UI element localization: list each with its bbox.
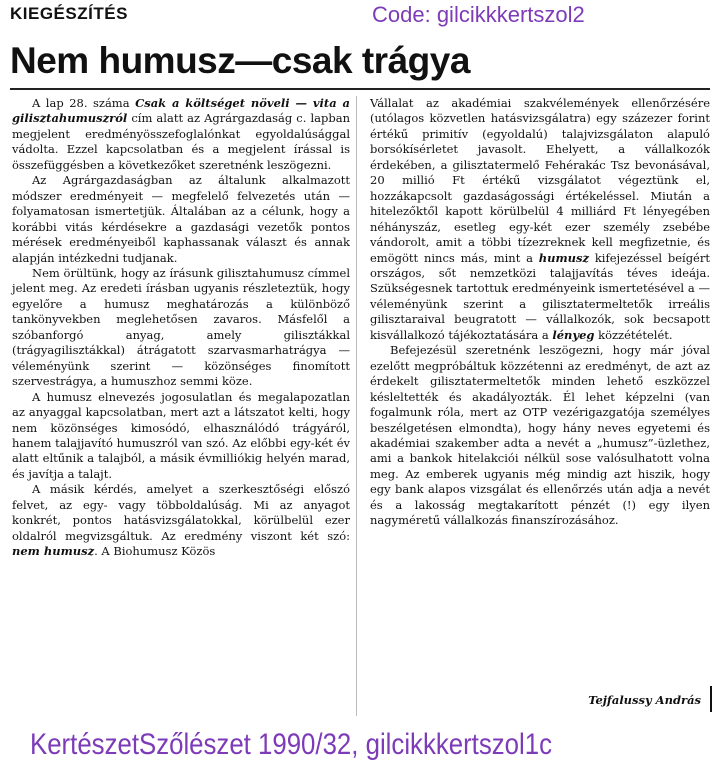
code-label: Code: gilcikkkertszol2 (372, 2, 585, 27)
paragraph: A másik kérdés, amelyet a szerkesztőségi előszó felvet, az egy- vagy többoldalúság. Mi az anyagot konkrét, pontos hatásvizsgálatokkal, körülbelül ezer oldalról megvizsgáltuk. Az eredmény viszont két szó: nem humusz. A Biohumusz Közös (12, 482, 350, 559)
headline-rule (10, 88, 710, 90)
source-caption: KertészetSzőlészet 1990/32, gilcikkkertszol1c (30, 728, 552, 761)
article-headline: Nem humusz—csak trágya (10, 40, 470, 81)
paragraph: Befejezésül szeretnénk leszögezni, hogy már jóval ezelőtt megpróbáltuk közzétenni az eredményt, de azt az érdekelt gilisztatermeltetők minden lehető eszközzel késleltették és akadályozták. Él lehet képzelni (van fogalmunk róla, mert az OTP vezérigazgatója személyes beszélgetésen elmondta), hogy hány neves egyetemi és akadémiai szakember adta a nevét a „humusz”-üzlethez, ami a bankok hitelakciói nélkül sose valósulhatott volna meg. Az emberek ugyanis még mindig azt hiszik, hogy egy bank alapos vizsgálat és ellenőrzés után adja a nevét és a lakosság megtakarított pénzét (!) egy ilyen nagyméretű vállalkozás finanszírozásához. (370, 343, 710, 528)
signature-bar (710, 686, 712, 712)
paragraph: Nem örültünk, hogy az írásunk gilisztahumusz címmel jelent meg. Az eredeti írásban ugyanis részleteztük, hogy egyelőre a humusz meghatározás a különböző tankönyvekben meglehetősen zavaros. Másfelől a szóbanforgó anyag, amely gilisztákkal (trágyagilisztákkal) átrágatott szarvasmarhatrágya — véleményünk szerint — közönséges finomított szervestrágya, a humuszhoz semmi köze. (12, 265, 350, 389)
paragraph: A humusz elnevezés jogosulatlan és megalapozatlan az anyaggal kapcsolatban, mert azt a látszatot kelti, hogy nem közönséges kimosódó, elhasználódó trágyáról, hanem talajjavító humuszról van szó. Az előbbi egy-két év alatt eltűnik a talajból, a másik évmilliókig helyén marad, és javítja a talajt. (12, 389, 350, 481)
left-column (12, 96, 350, 560)
column-divider (356, 96, 357, 716)
right-column (370, 96, 710, 529)
paragraph: A lap 28. száma Csak a költséget növeli — vita a gilisztahumuszról cím alatt az Agrárgazdaság c. lapban megjelent eredményösszefoglalónkat egyoldalúsággal vádolta. Ezzel kapcsolatban és a megjelent írással is összefüggésben a következőket szeretnénk leszögezni. (12, 96, 350, 172)
section-label: KIEGÉSZÍTÉS (10, 4, 128, 23)
paragraph: Vállalat az akadémiai szakvélemények ellenőrzésére (utólagos közvetlen hatásvizsgálatra) egy százezer forint értékű primitív (egyoldalú) talajvizsgálaton alapuló borsókísérletet javasolt. Ehelyett, a vállalkozók érdekében, a gilisztatermelő Fehérakác Tsz bevonásával, 20 millió Ft értékű vizsgálatot végeztünk el, hozzákapcsolt gazdaságossági értékeléssel. Miután a hitelezőktől kapott körülbelül 4 milliárd Ft lényegében néhányszáz, esetleg egy-két ezer személy zsebébe vándorolt, amit a többi tízezreknek kell megfizetnie, és emögött nincs más, mint a humusz kifejezéssel beígért országos, sőt nemzetközi talajjavítás téves ideája. Szükségesnek tartottuk eredményeink ismertetésével a — véleményünk szerint a gilisztatermeltetők irreális gilisztaraival beugratott — vállalkozók, sok becsapott kisvállalkozó tájékoztatására a lényeg közzétételét. (370, 96, 710, 342)
author-signature: Tejfalussy András (588, 693, 701, 707)
paragraph: Az Agrárgazdaságban az általunk alkalmazott módszer eredményeit — megfelelő felvezetés után — folyamatosan ismertetjük. Általában az a célunk, hogy a korábbi vitás kérdésekre a gazdasági vezetők pontos mérések eredményeiből kaphassanak választ és annak alapján intézkedni tudjanak. (12, 173, 350, 265)
